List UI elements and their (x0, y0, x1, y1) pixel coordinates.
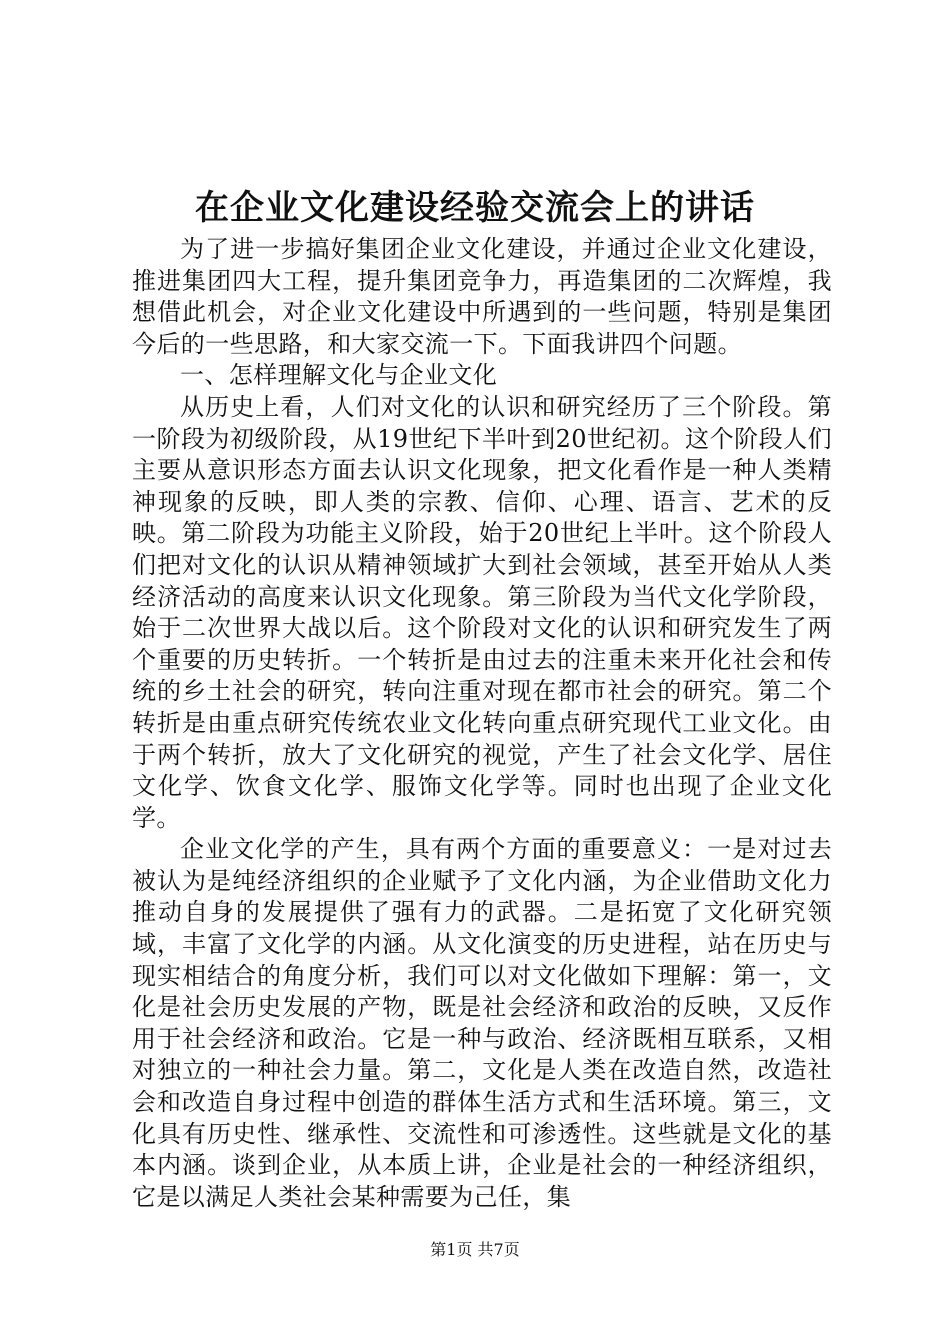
paragraph-history: 从历史上看，人们对文化的认识和研究经历了三个阶段。第一阶段为初级阶段，从19世纪下半叶到20世纪初。这个阶段人们主要从意识形态方面去认识文化现象，把文化看作是一种人类精神现象的反映，即人类的宗教、信仰、心理、语言、艺术的反映。第二阶段为功能主义阶段，始于20世纪上半叶。这个阶段人们把对文化的认识从精神领域扩大到社会领域，甚至开始从人类经济活动的高度来认识文化现象。第三阶段为当代文化学阶段，始于二次世界大战以后。这个阶段对文化的认识和研究发生了两个重要的历史转折。一个转折是由过去的注重未来开化社会和传统的乡土社会的研究，转向注重对现在都市社会的研究。第二个转折是由重点研究传统农业文化转向重点研究现代工业文化。由于两个转折，放大了文化研究的视觉，产生了社会文化学、居住文化学、饮食文化学、服饰文化学等。同时也出现了企业文化学。 (132, 392, 832, 832)
section-heading: 一、怎样理解文化与企业文化 (180, 361, 498, 390)
paragraph-significance: 企业文化学的产生，具有两个方面的重要意义：一是对过去被认为是纯经济组织的企业赋予了文化内涵，为企业借助文化力推动自身的发展提供了强有力的武器。二是拓宽了文化研究领域，丰富了文化学的内涵。从文化演变的历史进程，站在历史与现实相结合的角度分析，我们可以对文化做如下理解：第一，文化是社会历史发展的产物，既是社会经济和政治的反映，又反作用于社会经济和政治。它是一种与政治、经济既相互联系，又相对独立的一种社会力量。第二，文化是人类在改造自然，改造社会和改造自身过程中创造的群体生活方式和生活环境。第三，文化具有历史性、继承性、交流性和可渗透性。这些就是文化的基本内涵。谈到企业，从本质上讲，企业是社会的一种经济组织，它是以满足人类社会某种需要为己任，集 (132, 835, 832, 1211)
paragraph-intro: 为了进一步搞好集团企业文化建设，并通过企业文化建设，推进集团四大工程，提升集团竞争力，再造集团的二次辉煌，我想借此机会，对企业文化建设中所遇到的一些问题，特别是集团今后的一些思路，和大家交流一下。下面我讲四个问题。 (132, 235, 832, 358)
page-number-footer: 第1页 共7页 (430, 1240, 520, 1259)
document-title: 在企业文化建设经验交流会上的讲话 (195, 188, 755, 228)
document-body (132, 234, 832, 1213)
